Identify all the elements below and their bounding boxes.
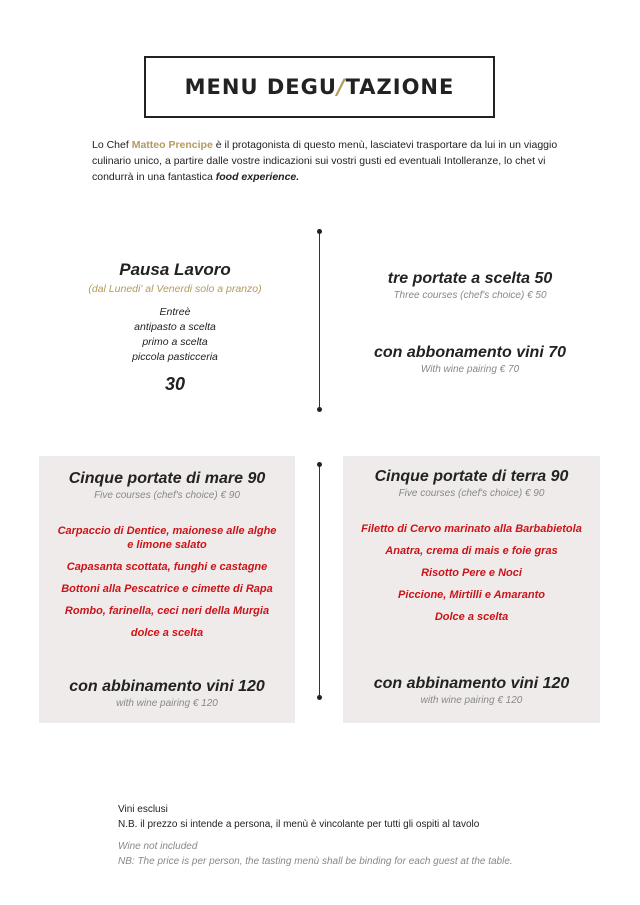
terra-title: Cinque portate di terra 90 [374, 468, 569, 485]
divider-top [319, 232, 320, 410]
mare-dish: Carpaccio di Dentice, maionese alle alghe [57, 525, 277, 537]
footer-wine-not-included: Wine not included [118, 841, 198, 852]
mare-dish: e limone salato [127, 539, 207, 551]
footer-wine-excluded: Vini esclusi [118, 804, 168, 815]
intro-prefix: Lo Chef [92, 139, 132, 151]
divider-bottom-dot-end [317, 695, 322, 700]
mare-panel [39, 456, 295, 723]
pausa-item: piccola pasticceria [132, 351, 218, 363]
terra-header [343, 468, 600, 632]
title-part2: TAZIONE [345, 75, 455, 99]
title-part1: MENU DEGU [184, 75, 337, 99]
terra-sub: Five courses (chef's choice) € 90 [398, 488, 545, 499]
mare-title: Cinque portate di mare 90 [68, 470, 266, 487]
footer-italian [118, 802, 479, 832]
mare-sub: Five courses (chef's choice) € 90 [94, 490, 240, 501]
wine-subscription-sub: With wine pairing € 70 [420, 364, 520, 375]
divider-top-dot-end [317, 407, 322, 412]
chef-name: Matteo Prencipe [131, 139, 213, 151]
intro-highlight: food experience. [215, 171, 300, 183]
terra-wine-sub: with wine pairing € 120 [420, 695, 523, 706]
terra-dish: Dolce a scelta [434, 611, 509, 623]
pausa-item: primo a scelta [142, 336, 208, 348]
page-title [185, 75, 455, 99]
pausa-lavoro-section [60, 260, 290, 395]
pausa-item: Entreè [159, 306, 191, 318]
mare-header [39, 470, 295, 648]
pausa-lavoro-title: Pausa Lavoro [119, 260, 231, 279]
mare-wine-title: con abbinamento vini 120 [69, 678, 265, 695]
mare-wine [39, 678, 295, 709]
pausa-item: antipasto a scelta [134, 321, 216, 333]
mare-dish: Capasanta scottata, funghi e castagne [66, 561, 268, 573]
pausa-lavoro-price: 30 [164, 374, 186, 394]
mare-wine-sub: with wine pairing € 120 [116, 698, 218, 709]
divider-bottom-dot-start [317, 462, 322, 467]
intro-paragraph [92, 137, 562, 185]
mare-dish: Rombo, farinella, ceci neri della Murgia [64, 605, 270, 617]
divider-top-dot-start [317, 229, 322, 234]
three-courses-sub: Three courses (chef's choice) € 50 [393, 290, 547, 301]
divider-bottom [319, 465, 320, 698]
footer-note-en: NB: The price is per person, the tasting menù shall be binding for each guest at the table. [118, 856, 513, 867]
terra-dish-list [343, 522, 600, 624]
wine-subscription-option [345, 344, 595, 375]
terra-dish: Risotto Pere e Noci [421, 567, 522, 579]
terra-wine-title: con abbinamento vini 120 [373, 675, 570, 692]
terra-dish: Piccione, Mirtilli e Amaranto [398, 589, 545, 601]
wine-subscription-title: con abbonamento vini 70 [373, 344, 567, 361]
terra-panel [343, 456, 600, 723]
terra-dish: Anatra, crema di mais e foie gras [385, 545, 558, 557]
title-slash: / [336, 75, 346, 99]
terra-dish: Filetto di Cervo marinato alla Barbabietola [361, 523, 582, 535]
mare-dish: dolce a scelta [130, 627, 204, 639]
three-courses-option [345, 270, 595, 301]
footer-english [118, 839, 513, 869]
footer-note: N.B. il prezzo si intende a persona, il menù è vincolante per tutti gli ospiti al tavolo [118, 819, 480, 830]
mare-dish: Bottoni alla Pescatrice e cimette di Rapa [61, 583, 273, 595]
pausa-lavoro-items [60, 305, 290, 365]
intro-body: è il protagonista di questo menù, lasciatevi trasportare da lui in un viaggio culinario unico, a partire dalle vostre indicazioni sui vostri gusti ed eventuali Intolleranze, lo chet vi condurrà in una fantastica [92, 139, 558, 183]
menu-title-box [144, 56, 495, 118]
mare-dish-list [39, 524, 295, 640]
three-courses-title: tre portate a scelta 50 [387, 270, 553, 287]
pausa-lavoro-subtitle: (dal Lunedi' al Venerdi solo a pranzo) [88, 283, 262, 295]
terra-wine [343, 675, 600, 706]
